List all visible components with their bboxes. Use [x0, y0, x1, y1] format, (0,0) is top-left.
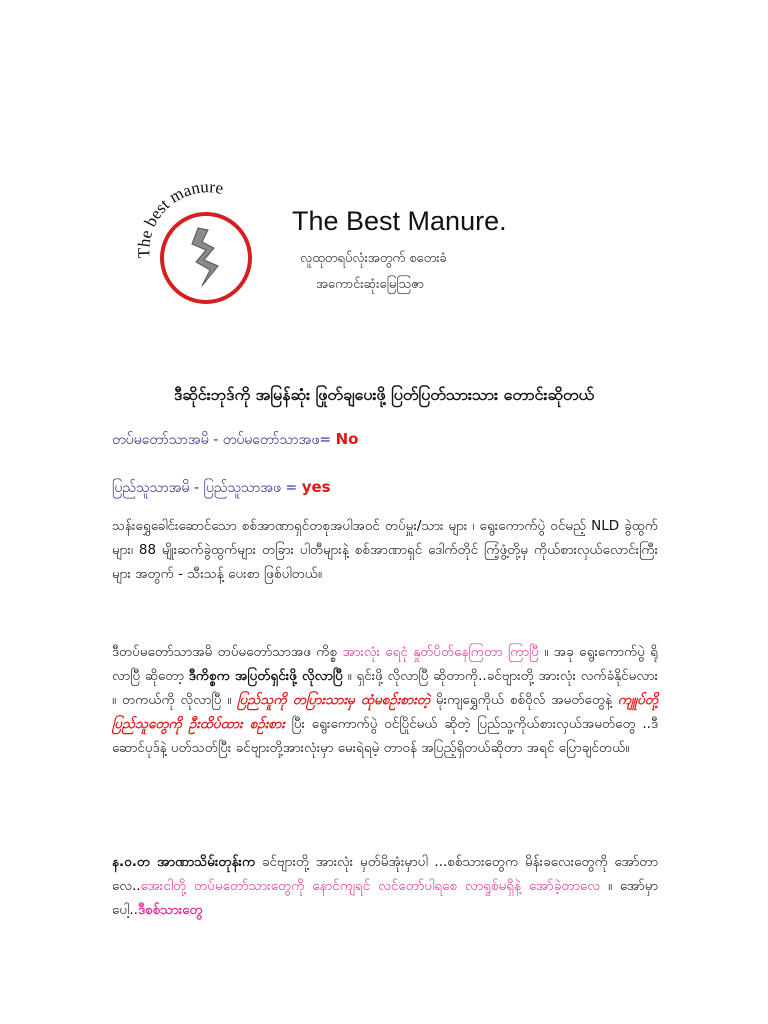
brand-title: The Best Manure.: [292, 206, 507, 236]
p3-highlight-pink: အေးငါတို့ တပ်မတော်သားတွေကို နောင်ကျရင် လင်တော်ပါရစေ လာရှုစ်မရှိနဲ့ အော်ခဲ့တာလေ: [140, 878, 601, 894]
p3-highlight-pink-bold: ဒီစစ်သားတွေ: [137, 902, 203, 918]
p2-highlight-pink: အားလုံး ရေငုံ နှုတ်ပိတ်နေကြတာ ကြာပြီ: [342, 644, 539, 660]
statement-2-label: ပြည်သူသာအမိ - ပြည်သူသာအဖ =: [112, 480, 298, 496]
p2-highlight-red-1: ပြည်သူကို တပြားသားမှ ထုံမစဉ်းစားတဲ့: [237, 692, 431, 708]
lightning-logo-icon: [126, 178, 276, 314]
p3-text-1: ခင်ဗျားတို့ အားလုံး မှတ်မိအုံးမှာပါ ...စစ်သားတွေက မိန်းခလေးတွေကို အော်တာလေ..: [112, 854, 658, 894]
page-headline: ဒီဆိုင်းဘုဒ်ကို အမြန်ဆုံး ဖြုတ်ချပေးဖို့ ပြတ်ပြတ်သားသား တောင်းဆိုတယ်: [173, 385, 595, 404]
paragraph-1: သန်းရွှေခေါင်းဆောင်သော စစ်အာဏာရှင်တစုအပါအဝင် တပ်မှူး/သား များ ၊ ရွေးကောက်ပွဲ ဝင်မည့် NLD ခွဲထွက်များ၊ 88 မျိုးဆက်ခွဲထွက်များ တခြား ပါတီများနဲ့ စစ်အာဏာရှင် ဒေါက်တိုင် ကြံ့ဖွံ့တို့မှ ကိုယ်စားလှယ်လောင်းကြီးများ အတွက် - သီးသန့် ပေးစာ ဖြစ်ပါတယ်။: [112, 518, 658, 582]
logo: [126, 178, 276, 314]
p2-text-3: ။ ရှင်းဖို့ လိုလာပြီ ဆိုတာကို..ခင်ဗျားတို့ အားလုံး လက်ခံနိုင်မလား ။ တကယ်ကို လိုလာပြီ ။: [112, 668, 658, 708]
brand-tagline-2: အကောင်းဆုံးမြေသြဇာ: [316, 277, 425, 292]
p2-text-4: မိုးကျရွှေကိုယ် စစ်ဝိုလ် အမတ်တွေနဲ့: [430, 692, 618, 708]
statement-2-answer: yes: [301, 478, 331, 496]
paragraph-3: [112, 850, 658, 922]
statement-line-1: [112, 430, 358, 451]
statement-1-answer: No: [335, 430, 359, 448]
logo-arc-text: The best manure: [134, 178, 225, 259]
brand-tagline-1: လူထုတရပ်လုံးအတွက် စတေးခံ: [300, 251, 447, 266]
p3-bold: န.ဝ.တ အာဏာသိမ်းတုန်းက: [112, 854, 256, 870]
p2-text-1: ဒီတပ်မတော်သာအမိ တပ်မတော်သာအဖ ကိစ္စ: [112, 644, 343, 660]
lightning-bolt-icon: [192, 228, 218, 286]
p2-text-5: ပြီး ရွေးကောက်ပွဲ ဝင်ပြိုင်မယ် ဆိုတဲ့ ပြည်သူ့ကိုယ်စားလှယ်အမတ်တွေ ..ဒီဆောင်ပုဒ်နဲ့ ပတ်သတ်ပြီး ခင်ဗျားတို့အားလုံးမှာ မေးရဲရမဲ့ တာဝန် အပြည့်ရှိတယ်ဆိုတာ အရင် ပြောချင်တယ်။: [112, 716, 659, 756]
paragraph-2: [112, 640, 658, 760]
p2-text-2: ။ အခု ရွေးကောက်ပွဲ ရိုလာပြီ ဆိုတော့: [112, 644, 658, 684]
p2-highlight-red-2: ကျူပ်တို့ ပြည်သူတွေကို ဦးထိပ်ထား စဉ်းစား: [112, 692, 658, 732]
p2-bold: ဒီကိစ္စက အပြတ်ရှင်းဖို့ လိုလာပြီ: [188, 668, 343, 684]
p3-text-2: ။ အော်မှာပေါ့..: [112, 878, 658, 918]
statement-line-2: [112, 478, 331, 499]
statement-1-label: တပ်မတော်သာအမိ - တပ်မတော်သာအဖ=: [112, 432, 332, 448]
